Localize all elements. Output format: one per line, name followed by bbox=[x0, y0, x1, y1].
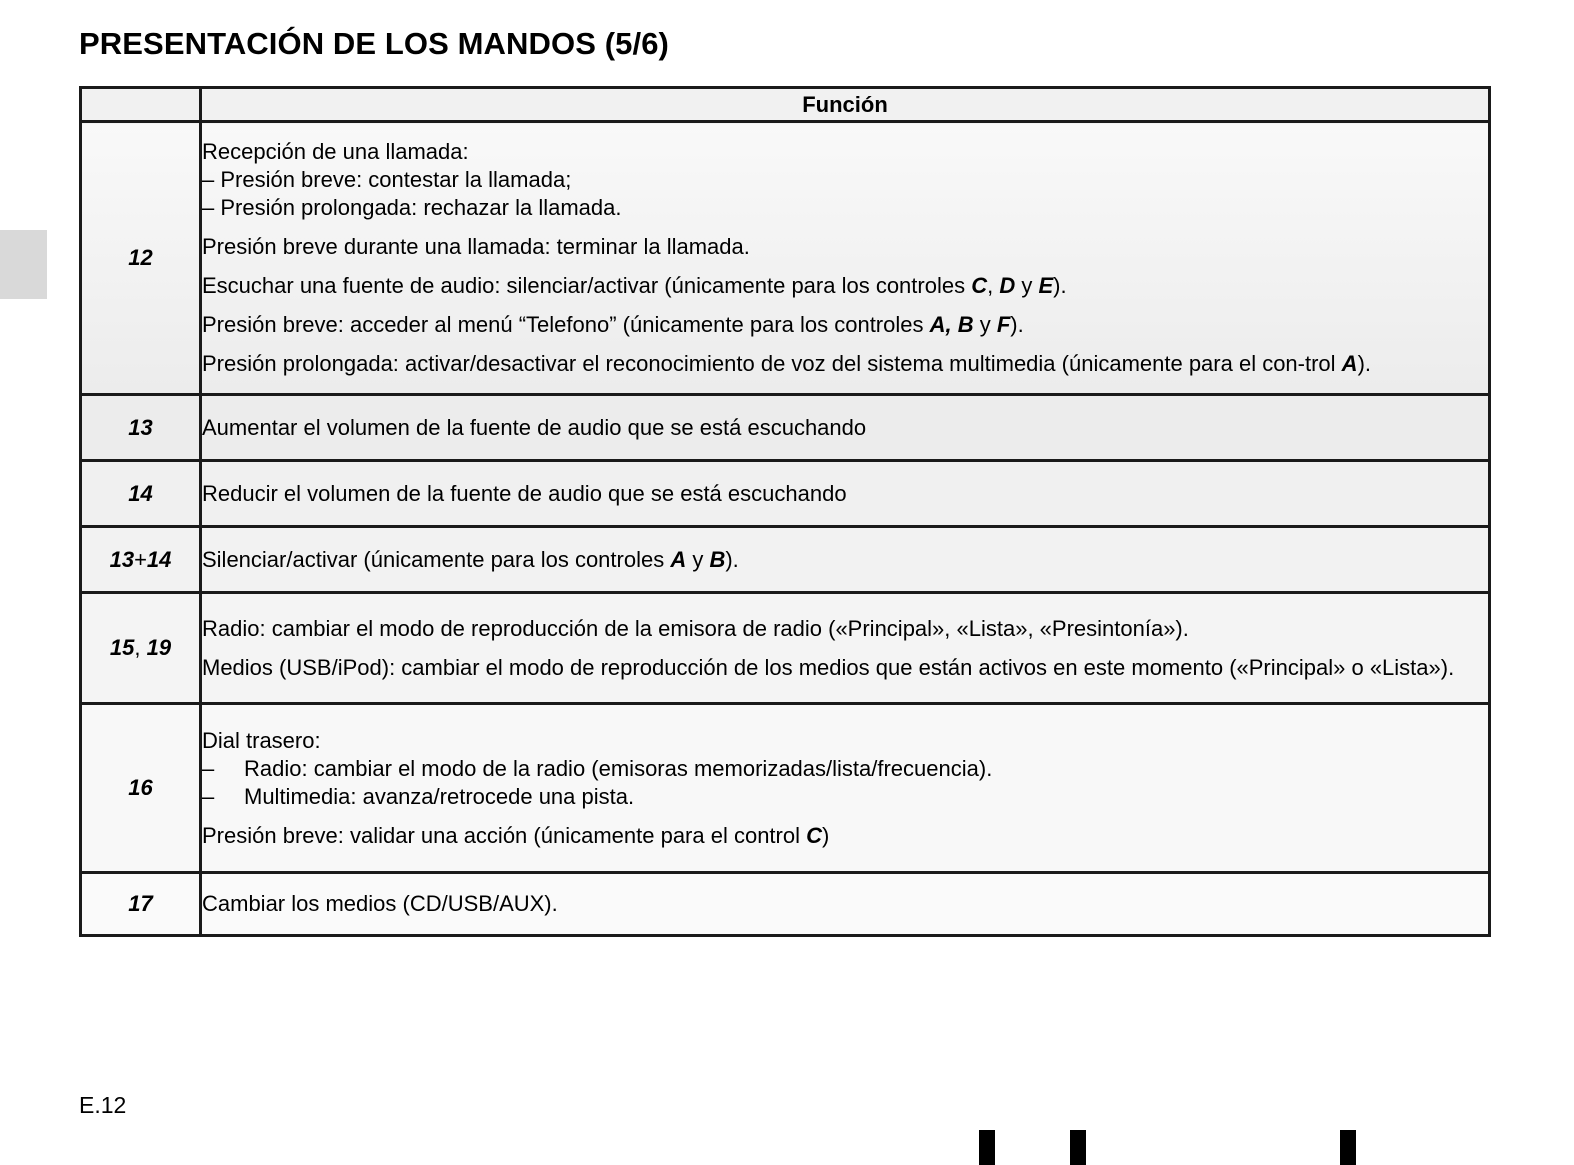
table-row bbox=[81, 395, 1490, 461]
separator-text: , bbox=[987, 273, 1000, 298]
control-number: 12 bbox=[81, 122, 201, 395]
table-row bbox=[81, 873, 1490, 936]
separator-text: ). bbox=[725, 546, 739, 572]
separator-text: ). bbox=[1010, 312, 1024, 337]
plus-sign: + bbox=[134, 546, 147, 572]
function-description: Reducir el volumen de la fuente de audio que se está escuchando bbox=[201, 461, 1490, 527]
control-letter: A bbox=[1341, 351, 1358, 376]
description-text: Recepción de una llamada: bbox=[202, 139, 469, 164]
page-title bbox=[79, 26, 669, 62]
description-text: Silenciar/activar (únicamente para los controles bbox=[202, 546, 671, 572]
separator-text: ). bbox=[1357, 351, 1372, 376]
separator-text: y bbox=[1015, 273, 1039, 298]
dash-bullet: – bbox=[202, 783, 215, 809]
separator-text: y bbox=[686, 546, 710, 572]
control-number: 14 bbox=[81, 461, 201, 527]
control-number bbox=[81, 593, 201, 704]
description-paragraph: Medios (USB/iPod): cambiar el modo de reproducción de los medios que están activos en este momento («Principal» o «Lista»). bbox=[202, 654, 1455, 680]
description-paragraph: Radio: cambiar el modo de reproducción de la emisora de radio («Principal», «Lista», «Presintonía»). bbox=[202, 615, 1189, 641]
table-row bbox=[81, 593, 1490, 704]
dash-bullet: – bbox=[202, 755, 215, 781]
function-description bbox=[201, 593, 1490, 704]
description-paragraph bbox=[202, 311, 1488, 339]
table-row bbox=[81, 527, 1490, 593]
description-text: Escuchar una fuente de audio: silenciar/activar (únicamente para los controles bbox=[202, 273, 972, 298]
description-text: – Presión breve: contestar la llamada; bbox=[202, 167, 572, 192]
separator-text: , bbox=[134, 635, 147, 660]
description-paragraph bbox=[202, 350, 1488, 378]
page-title-part: (5/6) bbox=[604, 26, 669, 61]
control-letter: F bbox=[996, 312, 1011, 337]
description-text: Dial trasero: bbox=[202, 727, 321, 753]
control-letter: A bbox=[670, 546, 687, 572]
section-tab-marker bbox=[0, 230, 47, 299]
header-key-cell bbox=[81, 88, 201, 122]
header-function-cell: Función bbox=[201, 88, 1490, 122]
separator-text: ). bbox=[1053, 273, 1067, 298]
function-description: Cambiar los medios (CD/USB/AUX). bbox=[201, 873, 1490, 936]
control-number-part: 14 bbox=[146, 546, 172, 572]
separator-text: y bbox=[973, 312, 997, 337]
control-number bbox=[81, 527, 201, 593]
controls-table bbox=[79, 86, 1491, 937]
control-number: 13 bbox=[81, 395, 201, 461]
control-number-part: 13 bbox=[109, 546, 135, 572]
control-letter: B bbox=[709, 546, 726, 572]
control-letter: D bbox=[999, 273, 1016, 298]
description-paragraph bbox=[202, 727, 1488, 811]
table-row bbox=[81, 461, 1490, 527]
control-number-part: 19 bbox=[146, 635, 172, 660]
control-letter: C bbox=[806, 822, 822, 848]
function-description bbox=[201, 122, 1490, 395]
page-number: E.12 bbox=[79, 1092, 127, 1118]
description-paragraph bbox=[202, 822, 1488, 850]
description-text: Presión prolongada: activar/desactivar el reconocimiento de voz del sistema multimedia (únicamente para el con-trol bbox=[202, 351, 1342, 376]
control-number: 16 bbox=[81, 704, 201, 873]
table-row bbox=[81, 704, 1490, 873]
description-text: Presión breve: validar una acción (únicamente para el control bbox=[202, 822, 807, 848]
function-description: Aumentar el volumen de la fuente de audio que se está escuchando bbox=[201, 395, 1490, 461]
crop-mark bbox=[979, 1130, 995, 1165]
page-title-main: PRESENTACIÓN DE LOS MANDOS bbox=[79, 26, 597, 61]
description-text: Presión breve: acceder al menú “Telefono” (únicamente para los controles bbox=[202, 312, 930, 337]
control-letter: E bbox=[1038, 273, 1054, 298]
control-letter: A, B bbox=[929, 312, 974, 337]
control-letter: C bbox=[971, 273, 988, 298]
control-number-part: 15 bbox=[109, 635, 135, 660]
description-paragraph bbox=[202, 272, 1488, 300]
function-description bbox=[201, 527, 1490, 593]
list-item: Radio: cambiar el modo de la radio (emisoras memorizadas/lista/frecuencia). bbox=[244, 755, 993, 781]
description-paragraph bbox=[202, 138, 1488, 222]
crop-mark bbox=[1340, 1130, 1356, 1165]
separator-text: ) bbox=[822, 822, 830, 848]
table-row bbox=[81, 122, 1490, 395]
list-item: Multimedia: avanza/retrocede una pista. bbox=[244, 783, 635, 809]
description-text: – Presión prolongada: rechazar la llamada. bbox=[202, 195, 622, 220]
table-header-row bbox=[81, 88, 1490, 122]
function-description bbox=[201, 704, 1490, 873]
description-paragraph: Presión breve durante una llamada: terminar la llamada. bbox=[202, 234, 750, 259]
control-number: 17 bbox=[81, 873, 201, 936]
crop-mark bbox=[1070, 1130, 1086, 1165]
